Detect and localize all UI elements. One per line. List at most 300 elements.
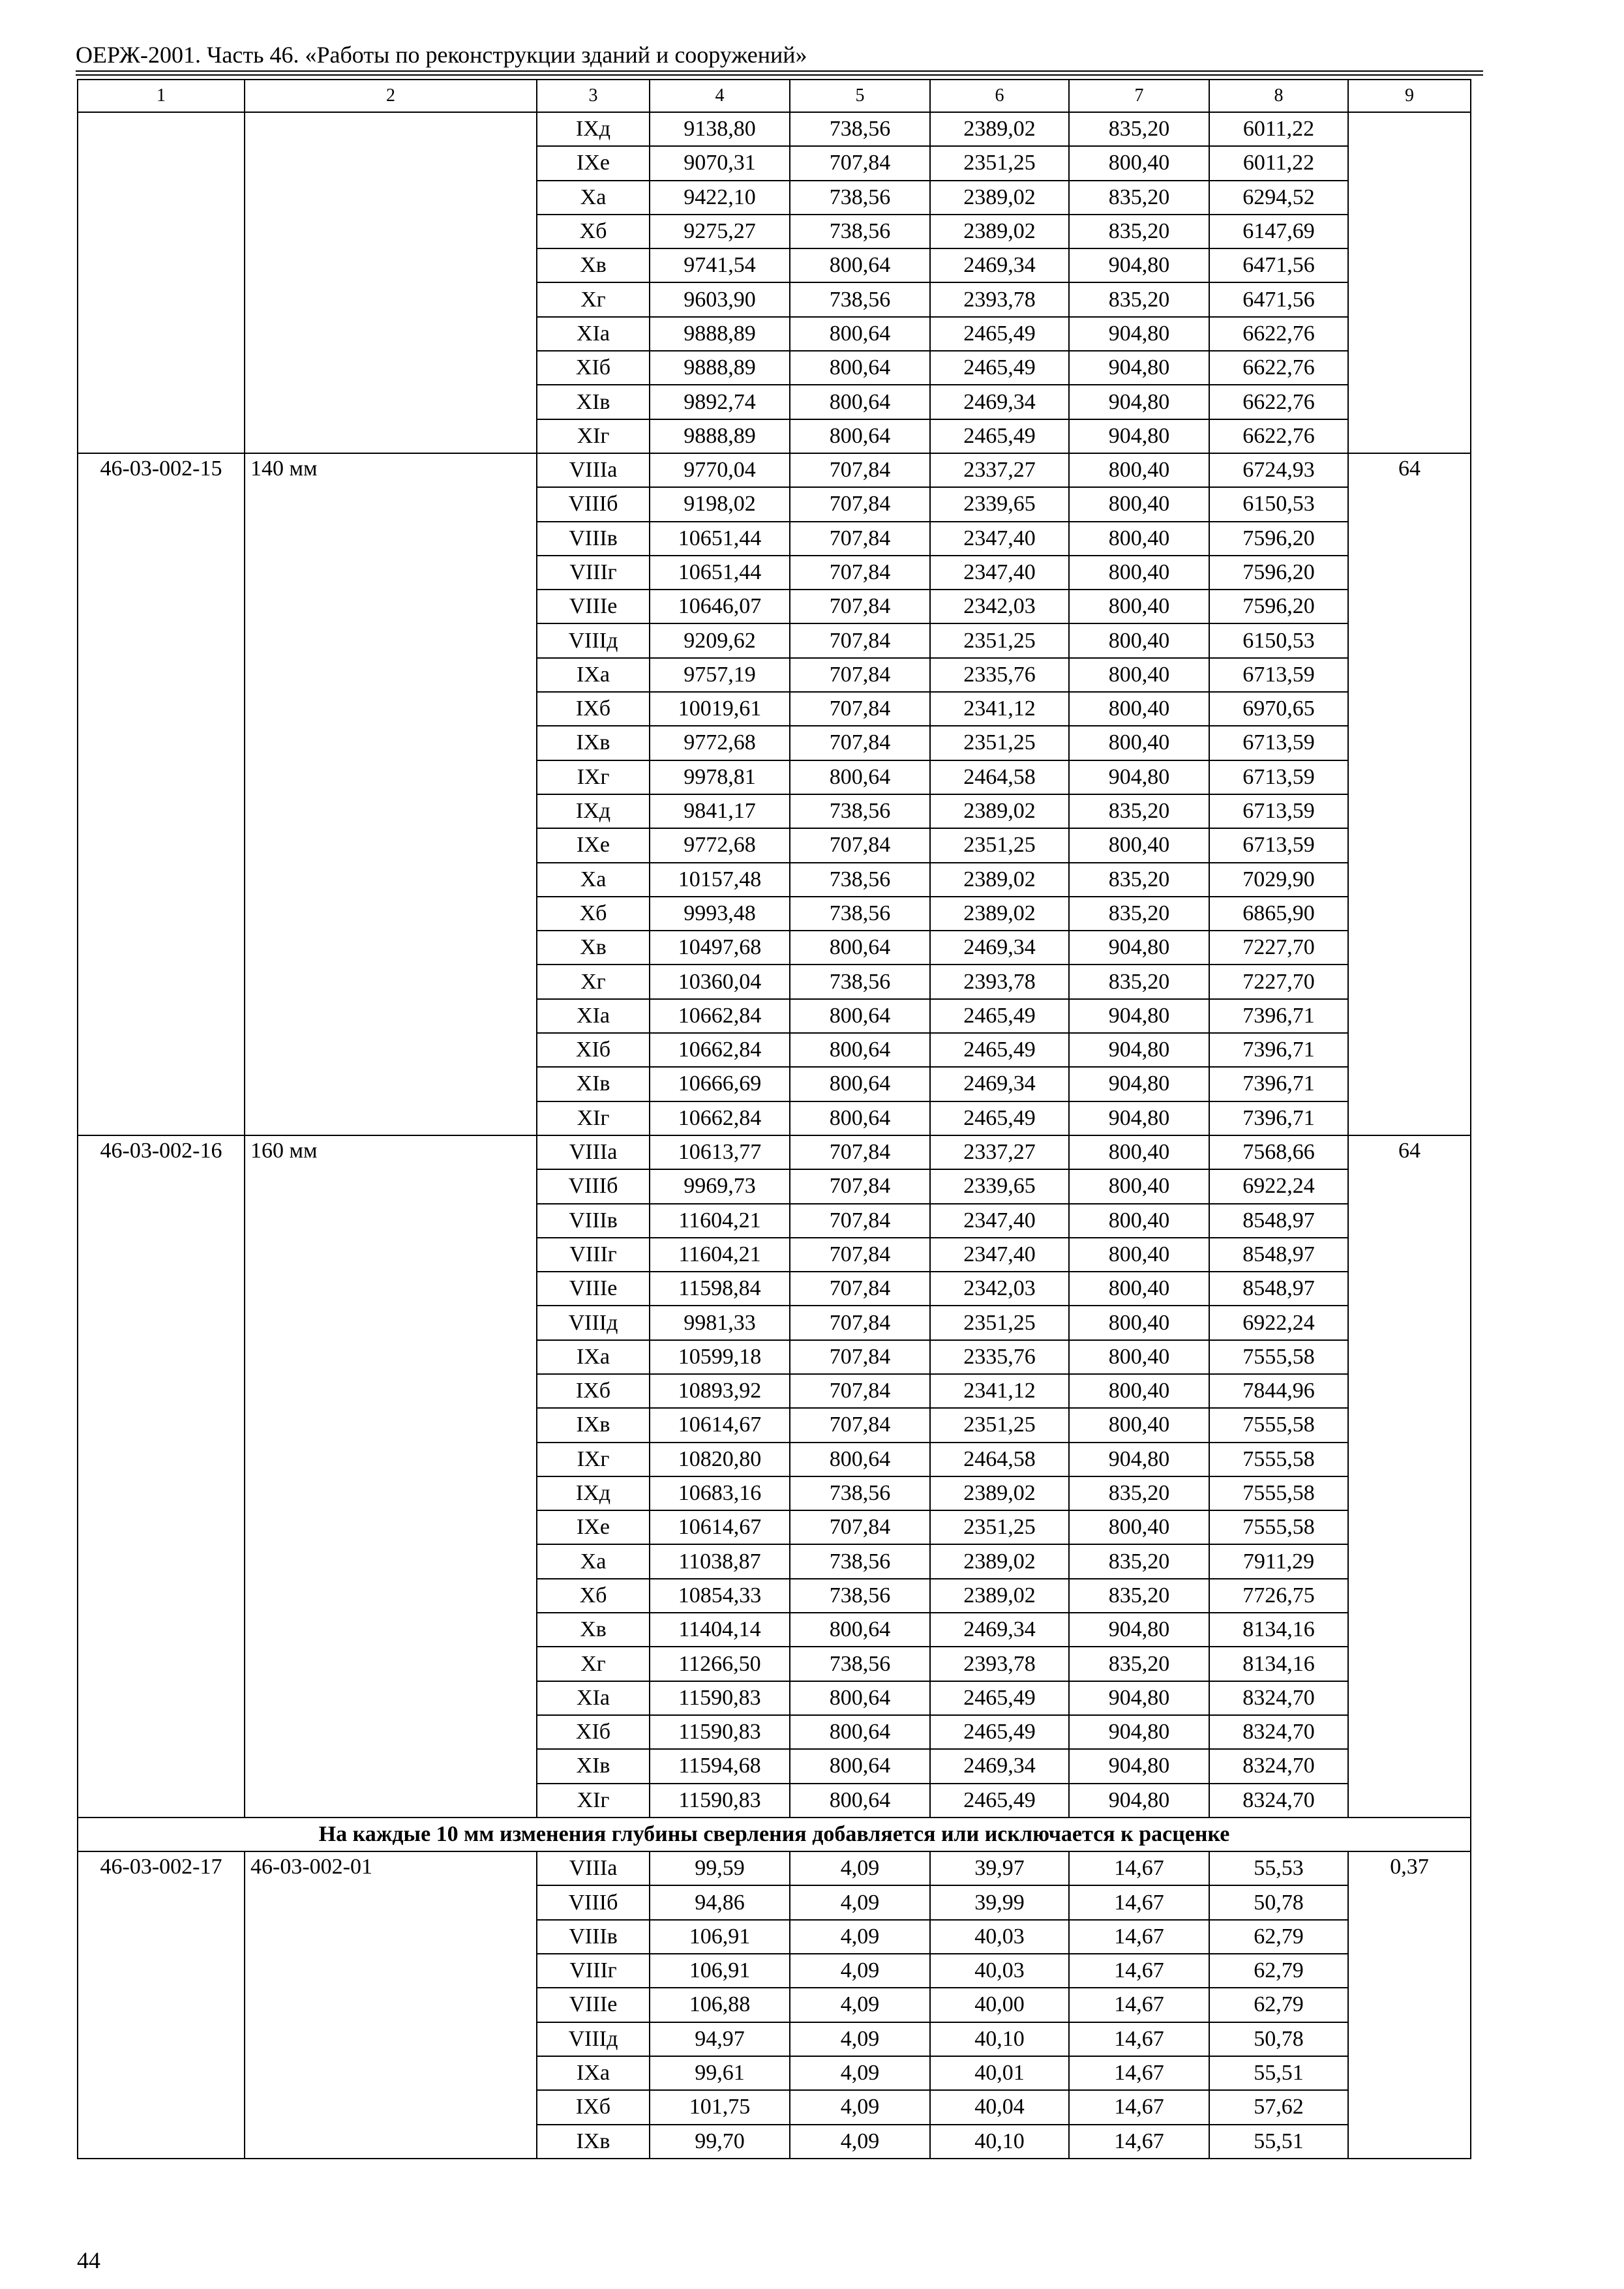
zone-cell: VIIIв — [537, 1920, 650, 1954]
total-cost-cell: 9981,33 — [650, 1306, 790, 1339]
wages-cell: 4,09 — [790, 1920, 930, 1954]
materials-cell: 8134,16 — [1209, 1613, 1348, 1647]
total-cost-cell: 9892,74 — [650, 385, 790, 419]
machines-cell: 2389,02 — [930, 863, 1069, 897]
machinist-wages-cell: 14,67 — [1069, 2056, 1209, 2090]
machinist-wages-cell: 800,40 — [1069, 623, 1209, 657]
zone-cell: VIIIд — [537, 623, 650, 657]
machinist-wages-cell: 904,80 — [1069, 351, 1209, 385]
machines-cell: 2351,25 — [930, 828, 1069, 862]
wages-cell: 800,64 — [790, 1033, 930, 1067]
labor-cost-cell: 0,37 — [1348, 1851, 1471, 2159]
materials-cell: 7568,66 — [1209, 1135, 1348, 1169]
machines-cell: 2341,12 — [930, 692, 1069, 726]
rates-table — [77, 79, 1471, 2159]
materials-cell: 6471,56 — [1209, 248, 1348, 282]
wages-cell: 707,84 — [790, 623, 930, 657]
table-row — [78, 112, 1471, 146]
machinist-wages-cell: 800,40 — [1069, 658, 1209, 692]
materials-cell: 62,79 — [1209, 1920, 1348, 1954]
machinist-wages-cell: 14,67 — [1069, 2090, 1209, 2124]
wages-cell: 707,84 — [790, 1238, 930, 1272]
machines-cell: 2389,02 — [930, 1544, 1069, 1578]
machinist-wages-cell: 800,40 — [1069, 1510, 1209, 1544]
zone-cell: IXе — [537, 1510, 650, 1544]
wages-cell: 707,84 — [790, 1135, 930, 1169]
machinist-wages-cell: 800,40 — [1069, 1135, 1209, 1169]
machines-cell: 2469,34 — [930, 1067, 1069, 1101]
zone-cell: Xа — [537, 181, 650, 215]
machines-cell: 2335,76 — [930, 658, 1069, 692]
zone-cell: VIIIв — [537, 1204, 650, 1238]
zone-cell: Xб — [537, 1579, 650, 1613]
total-cost-cell: 11594,68 — [650, 1749, 790, 1783]
materials-cell: 7555,58 — [1209, 1510, 1348, 1544]
wages-cell: 4,09 — [790, 1954, 930, 1988]
machines-cell: 40,03 — [930, 1920, 1069, 1954]
zone-cell: XIв — [537, 1067, 650, 1101]
wages-cell: 707,84 — [790, 522, 930, 556]
wages-cell: 800,64 — [790, 1067, 930, 1101]
total-cost-cell: 11038,87 — [650, 1544, 790, 1578]
total-cost-cell: 106,88 — [650, 1988, 790, 2022]
total-cost-cell: 10662,84 — [650, 999, 790, 1033]
wages-cell: 4,09 — [790, 2056, 930, 2090]
machines-cell: 2337,27 — [930, 1135, 1069, 1169]
column-number-1: 1 — [78, 80, 245, 112]
machinist-wages-cell: 800,40 — [1069, 828, 1209, 862]
materials-cell: 7555,58 — [1209, 1340, 1348, 1374]
materials-cell: 6713,59 — [1209, 726, 1348, 760]
total-cost-cell: 106,91 — [650, 1954, 790, 1988]
machines-cell: 2465,49 — [930, 1715, 1069, 1749]
machines-cell: 2393,78 — [930, 282, 1069, 316]
wages-cell: 707,84 — [790, 726, 930, 760]
zone-cell: IXд — [537, 1476, 650, 1510]
zone-cell: XIг — [537, 419, 650, 453]
machines-cell: 39,99 — [930, 1885, 1069, 1919]
total-cost-cell: 9888,89 — [650, 351, 790, 385]
wages-cell: 738,56 — [790, 1476, 930, 1510]
column-number-8: 8 — [1209, 80, 1348, 112]
zone-cell: IXв — [537, 2125, 650, 2159]
machinist-wages-cell: 14,67 — [1069, 2125, 1209, 2159]
table-row — [78, 453, 1471, 487]
total-cost-cell: 9969,73 — [650, 1169, 790, 1203]
zone-cell: IXд — [537, 112, 650, 146]
machines-cell: 2347,40 — [930, 522, 1069, 556]
rate-description: 140 мм — [245, 453, 537, 1135]
materials-cell: 6150,53 — [1209, 487, 1348, 521]
materials-cell: 7726,75 — [1209, 1579, 1348, 1613]
materials-cell: 8324,70 — [1209, 1681, 1348, 1715]
total-cost-cell: 9138,80 — [650, 112, 790, 146]
total-cost-cell: 9741,54 — [650, 248, 790, 282]
total-cost-cell: 9209,62 — [650, 623, 790, 657]
total-cost-cell: 10599,18 — [650, 1340, 790, 1374]
machines-cell: 2469,34 — [930, 1613, 1069, 1647]
zone-cell: VIIIе — [537, 590, 650, 623]
header-rule-top — [76, 70, 1483, 72]
materials-cell: 7555,58 — [1209, 1408, 1348, 1442]
zone-cell: XIб — [537, 1033, 650, 1067]
machinist-wages-cell: 800,40 — [1069, 1374, 1209, 1408]
wages-cell: 707,84 — [790, 692, 930, 726]
machines-cell: 2464,58 — [930, 760, 1069, 794]
wages-cell: 707,84 — [790, 1272, 930, 1306]
wages-cell: 707,84 — [790, 590, 930, 623]
machinist-wages-cell: 800,40 — [1069, 1272, 1209, 1306]
total-cost-cell: 99,61 — [650, 2056, 790, 2090]
wages-cell: 738,56 — [790, 897, 930, 931]
wages-cell: 800,64 — [790, 419, 930, 453]
zone-cell: Xв — [537, 931, 650, 965]
table-row — [78, 1851, 1471, 1885]
machinist-wages-cell: 904,80 — [1069, 760, 1209, 794]
zone-cell: IXб — [537, 692, 650, 726]
machinist-wages-cell: 800,40 — [1069, 1204, 1209, 1238]
machines-cell: 2351,25 — [930, 1408, 1069, 1442]
zone-cell: XIб — [537, 1715, 650, 1749]
total-cost-cell: 9603,90 — [650, 282, 790, 316]
total-cost-cell: 10646,07 — [650, 590, 790, 623]
machinist-wages-cell: 904,80 — [1069, 1033, 1209, 1067]
machinist-wages-cell: 904,80 — [1069, 1681, 1209, 1715]
machines-cell: 2342,03 — [930, 1272, 1069, 1306]
zone-cell: IXб — [537, 1374, 650, 1408]
materials-cell: 6622,76 — [1209, 385, 1348, 419]
total-cost-cell: 10651,44 — [650, 556, 790, 590]
machines-cell: 2342,03 — [930, 590, 1069, 623]
note-text: На каждые 10 мм изменения глубины сверления добавляется или исключается к расценке — [78, 1818, 1471, 1851]
total-cost-cell: 10019,61 — [650, 692, 790, 726]
materials-cell: 7396,71 — [1209, 999, 1348, 1033]
materials-cell: 6294,52 — [1209, 181, 1348, 215]
total-cost-cell: 9888,89 — [650, 419, 790, 453]
machinist-wages-cell: 800,40 — [1069, 1340, 1209, 1374]
machinist-wages-cell: 800,40 — [1069, 1408, 1209, 1442]
wages-cell: 800,64 — [790, 1681, 930, 1715]
machinist-wages-cell: 800,40 — [1069, 556, 1209, 590]
zone-cell: IXа — [537, 2056, 650, 2090]
materials-cell: 7227,70 — [1209, 965, 1348, 998]
wages-cell: 707,84 — [790, 1169, 930, 1203]
zone-cell: VIIIд — [537, 2022, 650, 2056]
zone-cell: Xа — [537, 863, 650, 897]
total-cost-cell: 10614,67 — [650, 1408, 790, 1442]
zone-cell: IXг — [537, 1443, 650, 1476]
materials-cell: 6011,22 — [1209, 146, 1348, 180]
machines-cell: 40,10 — [930, 2125, 1069, 2159]
materials-cell: 6922,24 — [1209, 1306, 1348, 1339]
materials-cell: 8548,97 — [1209, 1238, 1348, 1272]
machines-cell: 2389,02 — [930, 1579, 1069, 1613]
total-cost-cell: 10893,92 — [650, 1374, 790, 1408]
machinist-wages-cell: 800,40 — [1069, 453, 1209, 487]
machinist-wages-cell: 904,80 — [1069, 999, 1209, 1033]
machines-cell: 2347,40 — [930, 1238, 1069, 1272]
machinist-wages-cell: 904,80 — [1069, 248, 1209, 282]
wages-cell: 707,84 — [790, 828, 930, 862]
total-cost-cell: 10614,67 — [650, 1510, 790, 1544]
materials-cell: 6865,90 — [1209, 897, 1348, 931]
materials-cell: 8548,97 — [1209, 1204, 1348, 1238]
wages-cell: 738,56 — [790, 1544, 930, 1578]
total-cost-cell: 11266,50 — [650, 1647, 790, 1681]
zone-cell: IXд — [537, 794, 650, 828]
zone-cell: VIIIг — [537, 1954, 650, 1988]
zone-cell: VIIIа — [537, 1851, 650, 1885]
wages-cell: 800,64 — [790, 351, 930, 385]
materials-cell: 6622,76 — [1209, 317, 1348, 351]
total-cost-cell: 9888,89 — [650, 317, 790, 351]
machinist-wages-cell: 835,20 — [1069, 1476, 1209, 1510]
machinist-wages-cell: 835,20 — [1069, 965, 1209, 998]
machines-cell: 2465,49 — [930, 1784, 1069, 1818]
wages-cell: 738,56 — [790, 1647, 930, 1681]
machinist-wages-cell: 800,40 — [1069, 522, 1209, 556]
materials-cell: 7029,90 — [1209, 863, 1348, 897]
machines-cell: 2393,78 — [930, 1647, 1069, 1681]
total-cost-cell: 10651,44 — [650, 522, 790, 556]
machines-cell: 2465,49 — [930, 999, 1069, 1033]
machinist-wages-cell: 904,80 — [1069, 1613, 1209, 1647]
total-cost-cell: 11604,21 — [650, 1238, 790, 1272]
machinist-wages-cell: 800,40 — [1069, 1169, 1209, 1203]
zone-cell: Xг — [537, 965, 650, 998]
materials-cell: 62,79 — [1209, 1988, 1348, 2022]
rate-code: 46-03-002-16 — [78, 1135, 245, 1818]
wages-cell: 800,64 — [790, 1784, 930, 1818]
page-number: 44 — [77, 2247, 100, 2273]
machines-cell: 2465,49 — [930, 1101, 1069, 1135]
total-cost-cell: 9993,48 — [650, 897, 790, 931]
wages-cell: 800,64 — [790, 317, 930, 351]
total-cost-cell: 9772,68 — [650, 726, 790, 760]
materials-cell: 6622,76 — [1209, 419, 1348, 453]
machines-cell: 40,03 — [930, 1954, 1069, 1988]
machines-cell: 2347,40 — [930, 1204, 1069, 1238]
wages-cell: 707,84 — [790, 453, 930, 487]
zone-cell: IXб — [537, 2090, 650, 2124]
wages-cell: 738,56 — [790, 215, 930, 248]
table-row — [78, 1135, 1471, 1169]
machinist-wages-cell: 835,20 — [1069, 112, 1209, 146]
machines-cell: 2469,34 — [930, 385, 1069, 419]
zone-cell: VIIIб — [537, 1169, 650, 1203]
machinist-wages-cell: 835,20 — [1069, 897, 1209, 931]
zone-cell: IXг — [537, 760, 650, 794]
wages-cell: 707,84 — [790, 1510, 930, 1544]
machinist-wages-cell: 14,67 — [1069, 1988, 1209, 2022]
rate-code — [78, 112, 245, 453]
rate-description: 46-03-002-01 — [245, 1851, 537, 2159]
zone-cell: VIIIд — [537, 1306, 650, 1339]
total-cost-cell: 11598,84 — [650, 1272, 790, 1306]
total-cost-cell: 11590,83 — [650, 1784, 790, 1818]
wages-cell: 800,64 — [790, 1101, 930, 1135]
machines-cell: 2464,58 — [930, 1443, 1069, 1476]
zone-cell: VIIIг — [537, 1238, 650, 1272]
wages-cell: 4,09 — [790, 2090, 930, 2124]
wages-cell: 738,56 — [790, 1579, 930, 1613]
materials-cell: 7555,58 — [1209, 1443, 1348, 1476]
machinist-wages-cell: 14,67 — [1069, 1920, 1209, 1954]
total-cost-cell: 10662,84 — [650, 1033, 790, 1067]
total-cost-cell: 94,86 — [650, 1885, 790, 1919]
machinist-wages-cell: 835,20 — [1069, 181, 1209, 215]
wages-cell: 707,84 — [790, 1306, 930, 1339]
total-cost-cell: 9422,10 — [650, 181, 790, 215]
zone-cell: Xв — [537, 248, 650, 282]
machines-cell: 2351,25 — [930, 146, 1069, 180]
machines-cell: 2469,34 — [930, 1749, 1069, 1783]
zone-cell: VIIIе — [537, 1272, 650, 1306]
materials-cell: 6011,22 — [1209, 112, 1348, 146]
machines-cell: 2389,02 — [930, 181, 1069, 215]
zone-cell: XIв — [537, 1749, 650, 1783]
wages-cell: 738,56 — [790, 181, 930, 215]
machinist-wages-cell: 14,67 — [1069, 1885, 1209, 1919]
machinist-wages-cell: 800,40 — [1069, 146, 1209, 180]
total-cost-cell: 10683,16 — [650, 1476, 790, 1510]
rate-description: 160 мм — [245, 1135, 537, 1818]
wages-cell: 800,64 — [790, 931, 930, 965]
zone-cell: VIIIа — [537, 1135, 650, 1169]
column-number-6: 6 — [930, 80, 1069, 112]
materials-cell: 6713,59 — [1209, 794, 1348, 828]
wages-cell: 707,84 — [790, 487, 930, 521]
machines-cell: 2393,78 — [930, 965, 1069, 998]
total-cost-cell: 10854,33 — [650, 1579, 790, 1613]
total-cost-cell: 10820,80 — [650, 1443, 790, 1476]
machines-cell: 2465,49 — [930, 1681, 1069, 1715]
wages-cell: 4,09 — [790, 1851, 930, 1885]
total-cost-cell: 94,97 — [650, 2022, 790, 2056]
total-cost-cell: 99,59 — [650, 1851, 790, 1885]
wages-cell: 800,64 — [790, 248, 930, 282]
machines-cell: 2389,02 — [930, 1476, 1069, 1510]
wages-cell: 4,09 — [790, 2125, 930, 2159]
machinist-wages-cell: 904,80 — [1069, 1067, 1209, 1101]
materials-cell: 7396,71 — [1209, 1033, 1348, 1067]
machines-cell: 2469,34 — [930, 248, 1069, 282]
materials-cell: 6713,59 — [1209, 658, 1348, 692]
machines-cell: 2465,49 — [930, 419, 1069, 453]
wages-cell: 800,64 — [790, 385, 930, 419]
zone-cell: Xа — [537, 1544, 650, 1578]
materials-cell: 6922,24 — [1209, 1169, 1348, 1203]
machinist-wages-cell: 835,20 — [1069, 794, 1209, 828]
wages-cell: 800,64 — [790, 1443, 930, 1476]
machinist-wages-cell: 904,80 — [1069, 1784, 1209, 1818]
materials-cell: 6724,93 — [1209, 453, 1348, 487]
machines-cell: 40,00 — [930, 1988, 1069, 2022]
wages-cell: 738,56 — [790, 112, 930, 146]
materials-cell: 6622,76 — [1209, 351, 1348, 385]
machinist-wages-cell: 14,67 — [1069, 1954, 1209, 1988]
machinist-wages-cell: 800,40 — [1069, 692, 1209, 726]
wages-cell: 738,56 — [790, 794, 930, 828]
wages-cell: 738,56 — [790, 282, 930, 316]
materials-cell: 8134,16 — [1209, 1647, 1348, 1681]
machinist-wages-cell: 800,40 — [1069, 487, 1209, 521]
machines-cell: 2465,49 — [930, 317, 1069, 351]
materials-cell: 62,79 — [1209, 1954, 1348, 1988]
wages-cell: 738,56 — [790, 965, 930, 998]
zone-cell: Xб — [537, 897, 650, 931]
wages-cell: 707,84 — [790, 146, 930, 180]
materials-cell: 7396,71 — [1209, 1067, 1348, 1101]
machines-cell: 2335,76 — [930, 1340, 1069, 1374]
wages-cell: 707,84 — [790, 1374, 930, 1408]
machines-cell: 2351,25 — [930, 623, 1069, 657]
total-cost-cell: 10666,69 — [650, 1067, 790, 1101]
machinist-wages-cell: 904,80 — [1069, 385, 1209, 419]
machinist-wages-cell: 904,80 — [1069, 1715, 1209, 1749]
zone-cell: XIа — [537, 1681, 650, 1715]
materials-cell: 6713,59 — [1209, 760, 1348, 794]
materials-cell: 7396,71 — [1209, 1101, 1348, 1135]
wages-cell: 707,84 — [790, 1340, 930, 1374]
machines-cell: 2347,40 — [930, 556, 1069, 590]
materials-cell: 6713,59 — [1209, 828, 1348, 862]
total-cost-cell: 11590,83 — [650, 1681, 790, 1715]
machines-cell: 2465,49 — [930, 351, 1069, 385]
materials-cell: 8324,70 — [1209, 1784, 1348, 1818]
zone-cell: IXа — [537, 658, 650, 692]
materials-cell: 7844,96 — [1209, 1374, 1348, 1408]
wages-cell: 4,09 — [790, 2022, 930, 2056]
machines-cell: 2469,34 — [930, 931, 1069, 965]
page-header-title: ОЕРЖ-2001. Часть 46. «Работы по реконструкции зданий и сооружений» — [76, 42, 807, 68]
machines-cell: 39,97 — [930, 1851, 1069, 1885]
materials-cell: 50,78 — [1209, 2022, 1348, 2056]
machinist-wages-cell: 904,80 — [1069, 1101, 1209, 1135]
note-row — [78, 1818, 1471, 1851]
machines-cell: 2351,25 — [930, 1306, 1069, 1339]
zone-cell: XIв — [537, 385, 650, 419]
machines-cell: 2341,12 — [930, 1374, 1069, 1408]
zone-cell: IXв — [537, 1408, 650, 1442]
machinist-wages-cell: 835,20 — [1069, 1579, 1209, 1613]
materials-cell: 6471,56 — [1209, 282, 1348, 316]
column-number-2: 2 — [245, 80, 537, 112]
machines-cell: 40,10 — [930, 2022, 1069, 2056]
zone-cell: XIа — [537, 317, 650, 351]
total-cost-cell: 11604,21 — [650, 1204, 790, 1238]
materials-cell: 7555,58 — [1209, 1476, 1348, 1510]
machines-cell: 2389,02 — [930, 897, 1069, 931]
total-cost-cell: 9978,81 — [650, 760, 790, 794]
machinist-wages-cell: 800,40 — [1069, 726, 1209, 760]
zone-cell: IXа — [537, 1340, 650, 1374]
machinist-wages-cell: 835,20 — [1069, 282, 1209, 316]
wages-cell: 4,09 — [790, 1885, 930, 1919]
wages-cell: 707,84 — [790, 658, 930, 692]
machinist-wages-cell: 904,80 — [1069, 1749, 1209, 1783]
materials-cell: 7596,20 — [1209, 590, 1348, 623]
rates-table-body — [78, 80, 1471, 2159]
zone-cell: VIIIв — [537, 522, 650, 556]
materials-cell: 7596,20 — [1209, 556, 1348, 590]
labor-cost-cell: 64 — [1348, 1135, 1471, 1818]
zone-cell: XIг — [537, 1784, 650, 1818]
machines-cell: 40,04 — [930, 2090, 1069, 2124]
wages-cell: 800,64 — [790, 1613, 930, 1647]
materials-cell: 7911,29 — [1209, 1544, 1348, 1578]
zone-cell: VIIIе — [537, 1988, 650, 2022]
